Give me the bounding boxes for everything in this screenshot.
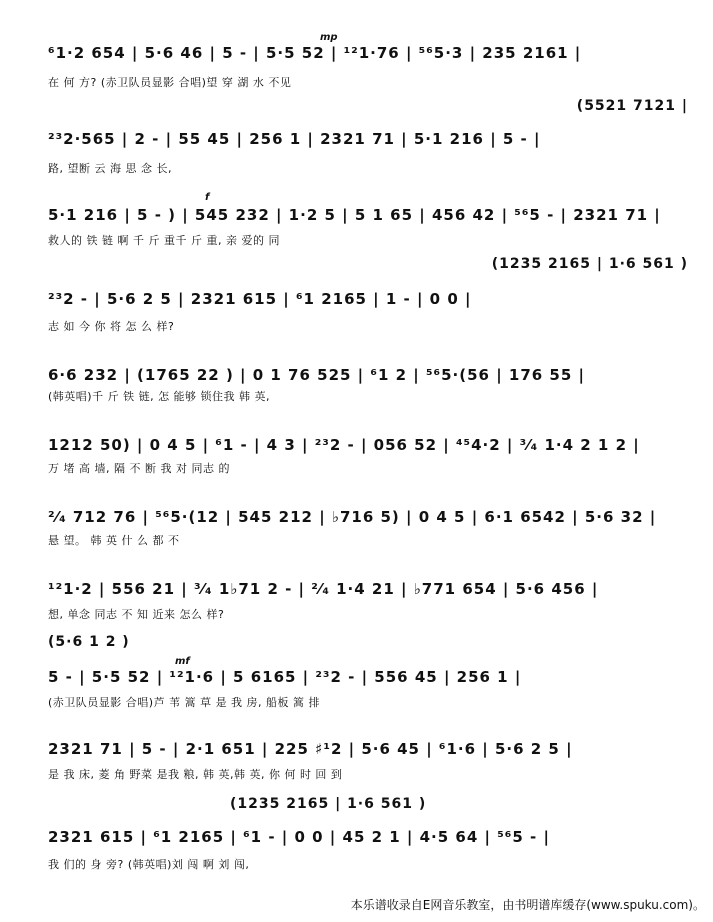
lyrics-line: 悬 望。 韩 英 什 么 都 不 — [48, 534, 180, 547]
notation-line: ²³2 - | 5·6 2 5 | 2321 615 | ⁶1 2165 | 1 - | 0 0 | — [48, 290, 472, 308]
dynamic-mark: f — [205, 192, 210, 203]
notation-line: ¹²1·2 | 556 21 | ³⁄₄ 1♭71 2 - | ²⁄₄ 1·4 21 | ♭771 654 | 5·6 456 | — [48, 580, 599, 598]
parenthetical-notation: (1235 2165 | 1·6 561 ) — [491, 256, 688, 272]
notation-line: ²⁄₄ 712 76 | ⁵⁶5·(12 | 545 212 | ♭716 5) | 0 4 5 | 6·1 6542 | 5·6 32 | — [48, 508, 657, 526]
lyrics-line: 志 如 今 你 将 怎 么 样? — [48, 320, 175, 333]
dynamic-mark: mf — [175, 656, 190, 667]
notation-line: 5·1 216 | 5 - ) | 545 232 | 1·2 5 | 5 1 65 | 456 42 | ⁵⁶5 - | 2321 71 | — [48, 206, 661, 224]
dynamic-mark: mp — [320, 32, 338, 43]
lyrics-line: 我 们的 身 旁? (韩英唱)刘 闯 啊 刘 闯, — [48, 858, 250, 871]
notation-line: 6·6 232 | (1765 22 ) | 0 1 76 525 | ⁶1 2 | ⁵⁶5·(56 | 176 55 | — [48, 366, 586, 384]
lyrics-line: 路, 望断 云 海 思 念 长, — [48, 162, 172, 175]
parenthetical-notation: (1235 2165 | 1·6 561 ) — [230, 796, 427, 812]
notation-line: 5 - | 5·5 52 | ¹²1·6 | 5 6165 | ²³2 - | 556 45 | 256 1 | — [48, 668, 522, 686]
parenthetical-notation: (5521 7121 | — [576, 98, 688, 114]
notation-line: 2321 71 | 5 - | 2·1 651 | 225 ♯¹2 | 5·6 45 | ⁶1·6 | 5·6 2 5 | — [48, 740, 573, 758]
source-footer: 本乐谱收录自E网音乐教室，由书明谱库缓存(www.spuku.com)。 — [350, 898, 705, 912]
lyrics-line: 万 堵 高 墙, 隔 不 断 我 对 同志 的 — [48, 462, 230, 475]
lyrics-line: 救人的 铁 链 啊 千 斤 重千 斤 重, 亲 爱的 同 — [48, 234, 280, 247]
lyrics-line: 是 我 床, 菱 角 野菜 是我 粮, 韩 英,韩 英, 你 何 时 回 到 — [48, 768, 343, 781]
lyrics-line: (韩英唱)千 斤 铁 链, 怎 能够 锁住我 韩 英, — [48, 390, 271, 403]
lyrics-line: 想, 单念 同志 不 知 近来 怎么 样? — [48, 608, 225, 621]
notation-line: 1212 50) | 0 4 5 | ⁶1 - | 4 3 | ²³2 - | 056 52 | ⁴⁵4·2 | ³⁄₄ 1·4 2 1 2 | — [48, 436, 640, 454]
notation-line: ²³2·565 | 2 - | 55 45 | 256 1 | 2321 71 | 5·1 216 | 5 - | — [48, 130, 541, 148]
parenthetical-notation: (5·6 1 2 ) — [48, 634, 130, 650]
notation-line: ⁶1·2 654 | 5·6 46 | 5 - | 5·5 52 | ¹²1·76 | ⁵⁶5·3 | 235 2161 | — [48, 44, 582, 62]
notation-line: 2321 615 | ⁶1 2165 | ⁶1 - | 0 0 | 45 2 1 | 4·5 64 | ⁵⁶5 - | — [48, 828, 550, 846]
lyrics-line: 在 何 方? (赤卫队员显影 合唱)望 穿 湖 水 不见 — [48, 76, 292, 89]
lyrics-line: (赤卫队员显影 合唱)芦 苇 篙 草 是 我 房, 船板 篙 排 — [48, 696, 321, 709]
